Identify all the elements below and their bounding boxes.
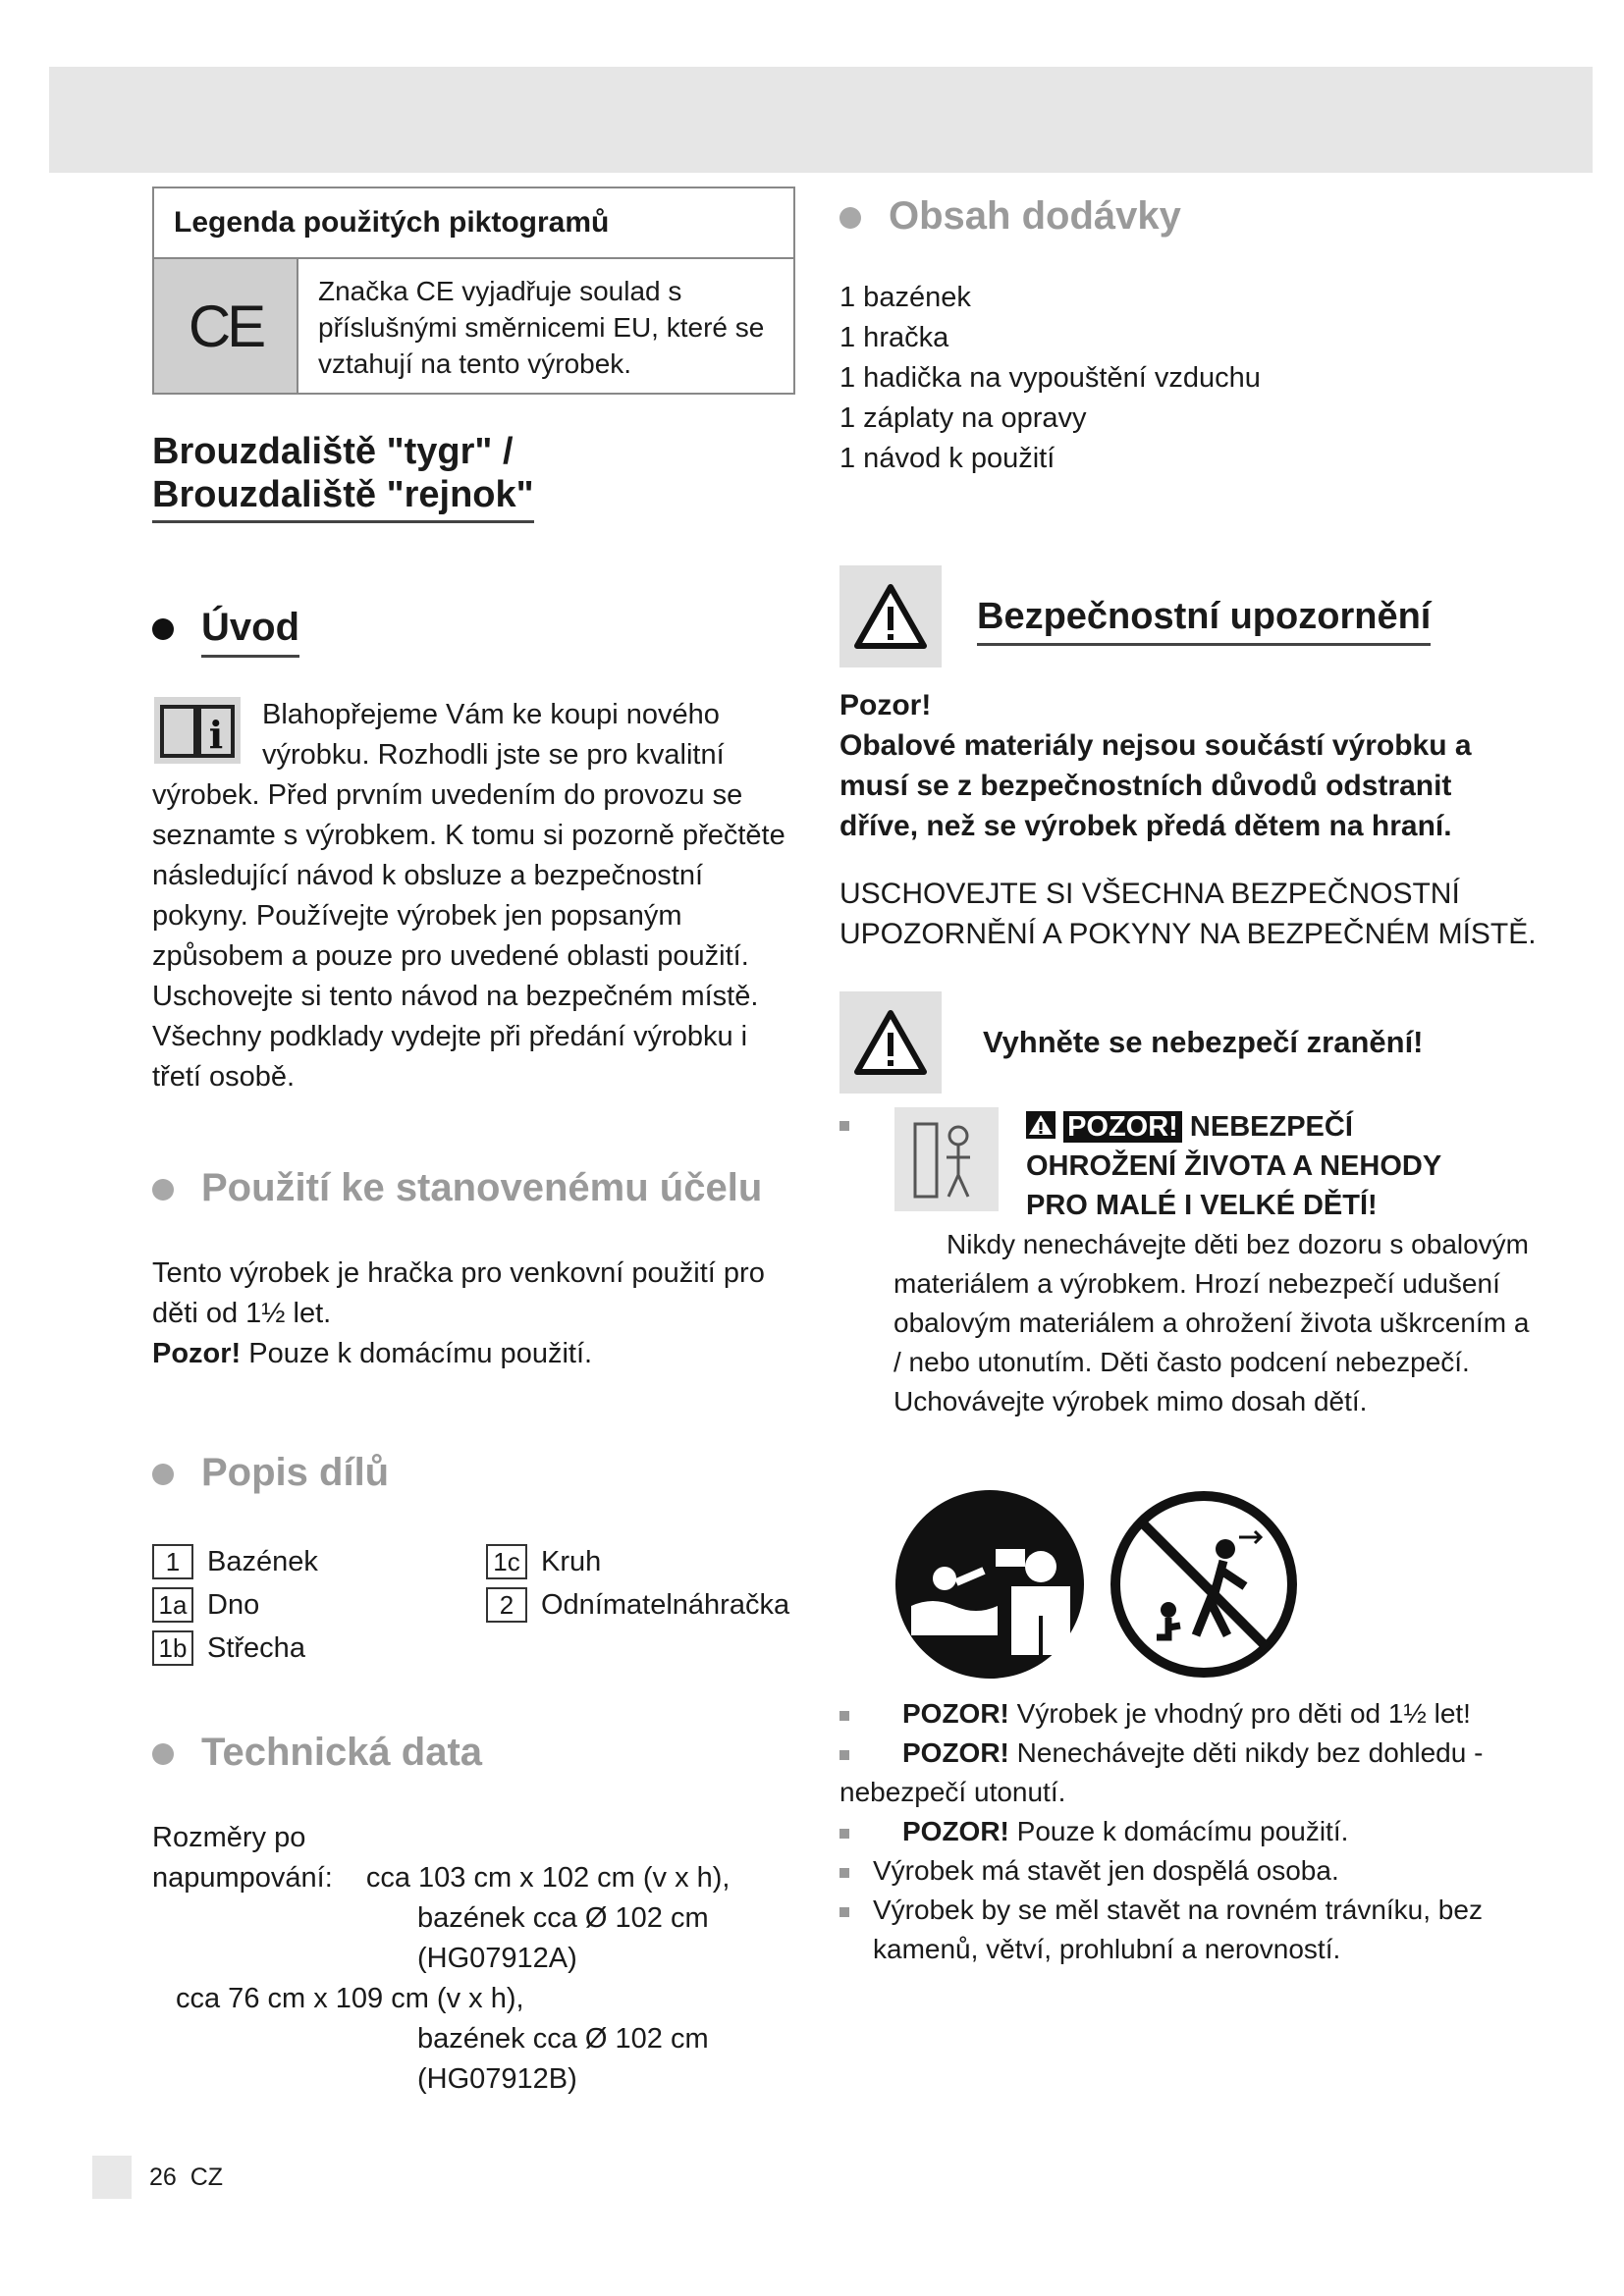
info-book-icon [152, 695, 243, 766]
intro-heading: Úvod [152, 606, 795, 650]
bullet-dot-icon [152, 1464, 174, 1485]
bullet-square-icon [839, 1750, 849, 1760]
list-item: 1 záplaty na opravy [839, 402, 1087, 434]
safety-heading-row [839, 565, 1537, 667]
parts-list [152, 1544, 795, 1666]
danger-text: Nikdy nenechávejte děti bez dozoru s obalovým materiálem a výrobkem. Hrozí nebezpečí udušení obalovým materiálem a ohrožení života uškrcením a / nebo utonutím. Děti často podcení nebezpečí. Uchovávejte výrobek mimo dosah dětí. [893, 1229, 1530, 1416]
list-item: POZOR! Pouze k domácímu použití. [839, 1812, 1537, 1851]
ce-description: Značka CE vyjadřuje soulad s příslušnými směrnicemi EU, které se vztahují na tento výrobek. [318, 276, 765, 379]
safety-heading: Bezpečnostní upozornění [977, 596, 1431, 638]
list-item: Výrobek by se měl stavět na rovném trávníku, bez kamenů, větví, prohlubní a nerovností. [839, 1891, 1537, 1969]
warning-triangle-icon [839, 991, 942, 1094]
bullet-dot-icon [152, 1743, 174, 1765]
tech-data-heading: Technická data [152, 1731, 795, 1775]
avoid-injury-title: Vyhněte se nebezpečí zranění! [983, 1025, 1424, 1059]
packaging-warning: Pozor! Obalové materiály nejsou součástí výrobku a musí se z bezpečnostních důvodů odstranit dříve, než se výrobek předá dětem na hraní. [839, 689, 1472, 842]
danger-title: POZOR! NEBEZPEČÍ OHROŽENÍ ŽIVOTA A NEHODY PRO MALÉ I VELKÉ DĚTÍ! [1026, 1111, 1442, 1221]
safety-pictograms [893, 1488, 1537, 1681]
part-item: 2 Odnímatelnáhračka [486, 1587, 810, 1623]
list-item: POZOR! Nenechávejte děti nikdy bez dohledu - nebezpečí utonutí. [839, 1737, 1484, 1807]
list-item: POZOR! Výrobek je vhodný pro děti od 1½ let! [839, 1694, 1537, 1734]
right-column [839, 187, 1537, 1969]
parts-heading: Popis dílů [152, 1451, 795, 1495]
part-item: 1a Dno [152, 1587, 486, 1623]
header-bar [49, 67, 1593, 173]
legend-title: Legenda použitých piktogramů [154, 188, 793, 259]
part-item: 1b Střecha [152, 1630, 486, 1666]
product-title: Brouzdaliště "tygr" / Brouzdaliště "rejnok" [152, 430, 534, 523]
bullet-square-icon [839, 1868, 849, 1878]
bullet-dot-icon [152, 618, 174, 640]
left-column [152, 187, 795, 2100]
warning-triangle-icon [839, 565, 942, 667]
avoid-injury-row [839, 991, 1537, 1094]
bullet-square-icon [839, 1829, 849, 1839]
bullet-square-icon [839, 1711, 849, 1721]
part-item: 1c Kruh [486, 1544, 810, 1579]
no-leaving-child-icon [1108, 1488, 1300, 1681]
pozor-badge: POZOR! [1063, 1111, 1182, 1143]
no-child-near-water-icon [893, 1488, 1086, 1681]
ce-mark-icon: CE [154, 259, 298, 393]
warning-triangle-icon [1026, 1111, 1056, 1139]
list-item: 1 hadička na vypouštění vzduchu [839, 362, 1261, 394]
danger-block [839, 1107, 1537, 1225]
list-item: 1 hračka [839, 322, 949, 353]
pictogram-legend [152, 187, 795, 395]
bullet-square-icon [839, 1121, 849, 1131]
part-item: 1 Bazének [152, 1544, 486, 1579]
list-item: 1 bazének [839, 282, 971, 313]
keep-instructions: USCHOVEJTE SI VŠECHNA BEZPEČNOSTNÍ UPOZORNĚNÍ A POKYNY NA BEZPEČNÉM MÍSTĚ. [839, 878, 1537, 950]
tech-data: Rozměry po napumpování: cca 103 cm x 102 cm (v x h), bazének cca Ø 102 cm (HG07912A) cca 76 cm x 109 cm (v x h), bazének cca Ø 102 cm (HG07912B) [152, 1822, 731, 2095]
list-item: Výrobek má stavět jen dospělá osoba. [839, 1851, 1537, 1891]
list-item: 1 návod k použití [839, 443, 1056, 474]
svg-text:i: i [208, 713, 224, 757]
page-number: 26 CZ [149, 2163, 224, 2191]
contents-heading: Obsah dodávky [839, 194, 1537, 239]
child-hazard-icon [894, 1107, 999, 1211]
bullet-square-icon [839, 1907, 849, 1917]
intended-use-text: Tento výrobek je hračka pro venkovní použití pro děti od 1½ let. Pozor! Pouze k domácímu použití. [152, 1257, 765, 1369]
intended-use-heading: Použití ke stanovenému účelu [152, 1166, 795, 1210]
bullet-dot-icon [152, 1179, 174, 1201]
contents-list [839, 278, 1537, 479]
intro-text: i Blahopřejeme Vám ke koupi nového výrobku. Rozhodli jste se pro kvalitní výrobek. Před prvním uvedením do provozu se seznamte s výrobkem. K tomu si pozorně přečtěte následující návod k obsluze a bezpečnostní pokyny. Používejte výrobek jen popsaným způsobem a pouze pro uvedené oblasti použití. Uschovejte si tento návod na bezpečném místě. Všechny podklady vydejte při předání výrobku i třetí osobě. [152, 695, 795, 1097]
footer-marker [92, 2156, 132, 2199]
bullet-dot-icon [839, 207, 861, 229]
safety-bullets [839, 1694, 1537, 1969]
